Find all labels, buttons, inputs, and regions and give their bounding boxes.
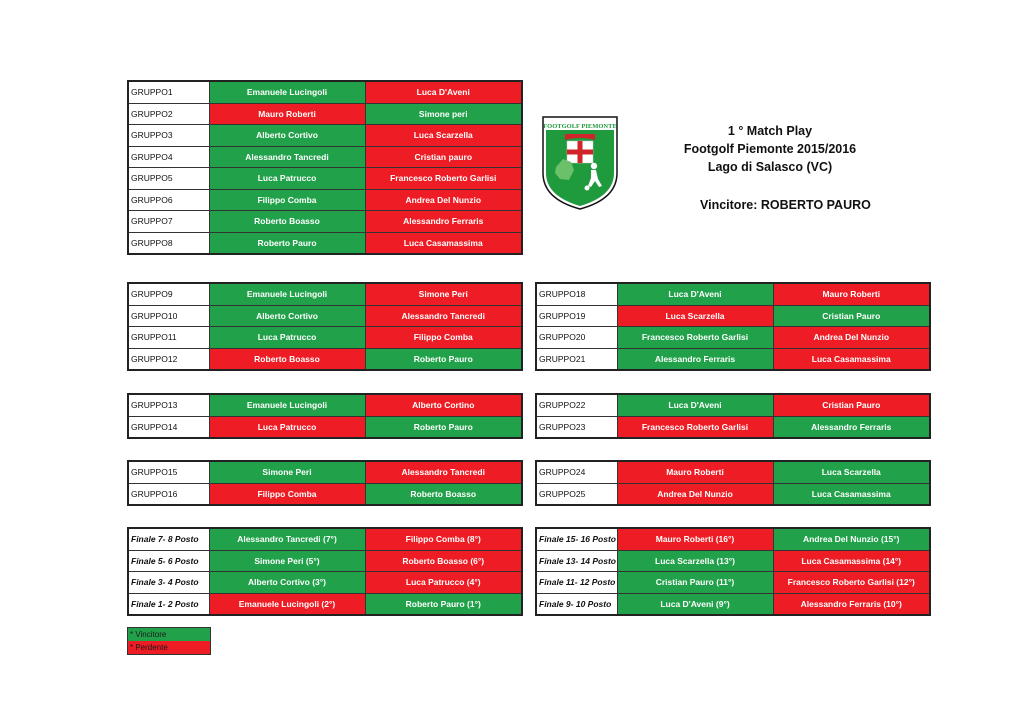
player-cell: Andrea Del Nunzio <box>365 189 522 211</box>
bracket-table-round2-losers <box>535 282 931 371</box>
match-row <box>128 572 522 594</box>
player-cell: Luca Casamassima (14°) <box>773 550 930 572</box>
legend-winner: * Vincitore <box>128 628 210 641</box>
player-cell: Roberto Pauro <box>209 232 365 254</box>
group-label: GRUPPO23 <box>536 416 617 438</box>
player-cell: Francesco Roberto Garlisi (12°) <box>773 572 930 594</box>
match-row <box>128 81 522 103</box>
match-row <box>536 394 930 416</box>
player-cell: Alessandro Tancredi (7°) <box>209 528 365 550</box>
player-cell: Roberto Boasso <box>209 211 365 233</box>
player-cell: Filippo Comba (8°) <box>365 528 522 550</box>
player-cell: Luca Casamassima <box>365 232 522 254</box>
group-label: GRUPPO2 <box>128 103 209 125</box>
group-label: GRUPPO21 <box>536 348 617 370</box>
group-label: Finale 7- 8 Posto <box>128 528 209 550</box>
player-cell: Andrea Del Nunzio <box>617 483 773 505</box>
group-label: GRUPPO11 <box>128 327 209 349</box>
group-label: GRUPPO5 <box>128 168 209 190</box>
player-cell: Cristian Pauro <box>773 305 930 327</box>
player-cell: Alessandro Tancredi <box>365 305 522 327</box>
player-cell: Emanuele Lucingoli <box>209 394 365 416</box>
title-block <box>680 122 860 176</box>
group-label: GRUPPO20 <box>536 327 617 349</box>
match-row <box>128 550 522 572</box>
match-row <box>128 211 522 233</box>
match-row <box>128 327 522 349</box>
group-label: GRUPPO13 <box>128 394 209 416</box>
player-cell: Luca Patrucco (4°) <box>365 572 522 594</box>
player-cell: Mauro Roberti <box>209 103 365 125</box>
player-cell: Roberto Boasso <box>365 483 522 505</box>
bracket-table-round3-losers <box>535 393 931 439</box>
player-cell: Francesco Roberto Garlisi <box>365 168 522 190</box>
bracket-table-finals-left <box>127 527 523 616</box>
legend-loser: * Perdente <box>128 641 210 654</box>
match-row <box>536 572 930 594</box>
group-label: GRUPPO1 <box>128 81 209 103</box>
group-label: Finale 13- 14 Posto <box>536 550 617 572</box>
group-label: GRUPPO3 <box>128 125 209 147</box>
group-label: GRUPPO7 <box>128 211 209 233</box>
shield-icon <box>541 115 619 211</box>
group-label: GRUPPO10 <box>128 305 209 327</box>
match-row <box>536 550 930 572</box>
event-subtitle: Footgolf Piemonte 2015/2016 <box>683 142 857 156</box>
group-label: Finale 1- 2 Posto <box>128 593 209 615</box>
bracket-table-round2-winners <box>127 282 523 371</box>
match-row <box>128 593 522 615</box>
player-cell: Alessandro Ferraris <box>617 348 773 370</box>
player-cell: Alberto Cortino <box>365 394 522 416</box>
legend <box>127 627 211 655</box>
group-label: Finale 11- 12 Posto <box>536 572 617 594</box>
player-cell: Roberto Pauro (1°) <box>365 593 522 615</box>
match-row <box>128 189 522 211</box>
player-cell: Francesco Roberto Garlisi <box>617 327 773 349</box>
group-label: GRUPPO14 <box>128 416 209 438</box>
player-cell: Roberto Boasso (6°) <box>365 550 522 572</box>
player-cell: Luca D'Aveni <box>617 394 773 416</box>
match-row <box>128 146 522 168</box>
match-row <box>536 348 930 370</box>
match-row <box>128 168 522 190</box>
bracket-table-round3-winners <box>127 393 523 439</box>
player-cell: Emanuele Lucingoli (2°) <box>209 593 365 615</box>
group-label: GRUPPO24 <box>536 461 617 483</box>
match-row <box>128 416 522 438</box>
match-row <box>536 416 930 438</box>
match-row <box>536 461 930 483</box>
group-label: GRUPPO6 <box>128 189 209 211</box>
player-cell: Alberto Cortivo <box>209 125 365 147</box>
player-cell: Luca Casamassima <box>773 348 930 370</box>
match-row <box>128 348 522 370</box>
player-cell: Luca Scarzella (13°) <box>617 550 773 572</box>
group-label: Finale 3- 4 Posto <box>128 572 209 594</box>
match-row <box>128 283 522 305</box>
player-cell: Cristian Pauro (11°) <box>617 572 773 594</box>
player-cell: Luca D'Aveni <box>617 283 773 305</box>
match-row <box>128 232 522 254</box>
player-cell: Cristian Pauro <box>773 394 930 416</box>
player-cell: Alessandro Ferraris <box>365 211 522 233</box>
player-cell: Simone Peri <box>209 461 365 483</box>
player-cell: Luca Casamassima <box>773 483 930 505</box>
group-label: GRUPPO19 <box>536 305 617 327</box>
group-label: GRUPPO15 <box>128 461 209 483</box>
group-label: GRUPPO12 <box>128 348 209 370</box>
bracket-table-round4-left <box>127 460 523 506</box>
player-cell: Mauro Roberti <box>617 461 773 483</box>
player-cell: Alessandro Tancredi <box>365 461 522 483</box>
match-row <box>128 461 522 483</box>
match-row <box>536 593 930 615</box>
group-label: GRUPPO18 <box>536 283 617 305</box>
player-cell: Luca Patrucco <box>209 168 365 190</box>
group-label: GRUPPO4 <box>128 146 209 168</box>
footgolf-piemonte-logo <box>541 115 619 211</box>
bracket-table-round1 <box>127 80 523 255</box>
player-cell: Filippo Comba <box>209 483 365 505</box>
player-cell: Andrea Del Nunzio (15°) <box>773 528 930 550</box>
match-row <box>536 283 930 305</box>
player-cell: Filippo Comba <box>365 327 522 349</box>
group-label: Finale 5- 6 Posto <box>128 550 209 572</box>
group-label: Finale 15- 16 Posto <box>536 528 617 550</box>
player-cell: Francesco Roberto Garlisi <box>617 416 773 438</box>
match-row <box>128 305 522 327</box>
player-cell: Cristian pauro <box>365 146 522 168</box>
player-cell: Alberto Cortivo <box>209 305 365 327</box>
match-row <box>536 327 930 349</box>
group-label: GRUPPO25 <box>536 483 617 505</box>
winner-text: Vincitore: ROBERTO PAURO <box>700 198 871 212</box>
player-cell: Emanuele Lucingoli <box>209 283 365 305</box>
match-row <box>536 528 930 550</box>
group-label: GRUPPO8 <box>128 232 209 254</box>
group-label: GRUPPO9 <box>128 283 209 305</box>
player-cell: Luca Scarzella <box>365 125 522 147</box>
player-cell: Emanuele Lucingoli <box>209 81 365 103</box>
player-cell: Luca D'Aveni (9°) <box>617 593 773 615</box>
match-row <box>536 483 930 505</box>
match-row <box>128 483 522 505</box>
player-cell: Filippo Comba <box>209 189 365 211</box>
bracket-table-round4-right <box>535 460 931 506</box>
match-row <box>128 103 522 125</box>
player-cell: Mauro Roberti <box>773 283 930 305</box>
player-cell: Luca D'Aveni <box>365 81 522 103</box>
event-location: Lago di Salasco (VC) <box>707 160 833 174</box>
player-cell: Alessandro Tancredi <box>209 146 365 168</box>
player-cell: Simone Peri (5°) <box>209 550 365 572</box>
group-label: GRUPPO22 <box>536 394 617 416</box>
player-cell: Luca Scarzella <box>773 461 930 483</box>
player-cell: Roberto Boasso <box>209 348 365 370</box>
group-label: GRUPPO16 <box>128 483 209 505</box>
player-cell: Andrea Del Nunzio <box>773 327 930 349</box>
bracket-table-finals-right <box>535 527 931 616</box>
player-cell: Luca Patrucco <box>209 416 365 438</box>
player-cell: Roberto Pauro <box>365 416 522 438</box>
match-row <box>536 305 930 327</box>
match-row <box>128 394 522 416</box>
player-cell: Alessandro Ferraris (10°) <box>773 593 930 615</box>
player-cell: Roberto Pauro <box>365 348 522 370</box>
player-cell: Simone peri <box>365 103 522 125</box>
event-title: 1 ° Match Play <box>727 124 813 138</box>
player-cell: Alberto Cortivo (3°) <box>209 572 365 594</box>
group-label: Finale 9- 10 Posto <box>536 593 617 615</box>
match-row <box>128 125 522 147</box>
svg-text:FOOTGOLF PIEMONTE: FOOTGOLF PIEMONTE <box>543 123 617 130</box>
player-cell: Luca Patrucco <box>209 327 365 349</box>
player-cell: Mauro Roberti (16°) <box>617 528 773 550</box>
player-cell: Simone Peri <box>365 283 522 305</box>
player-cell: Luca Scarzella <box>617 305 773 327</box>
player-cell: Alessandro Ferraris <box>773 416 930 438</box>
match-row <box>128 528 522 550</box>
